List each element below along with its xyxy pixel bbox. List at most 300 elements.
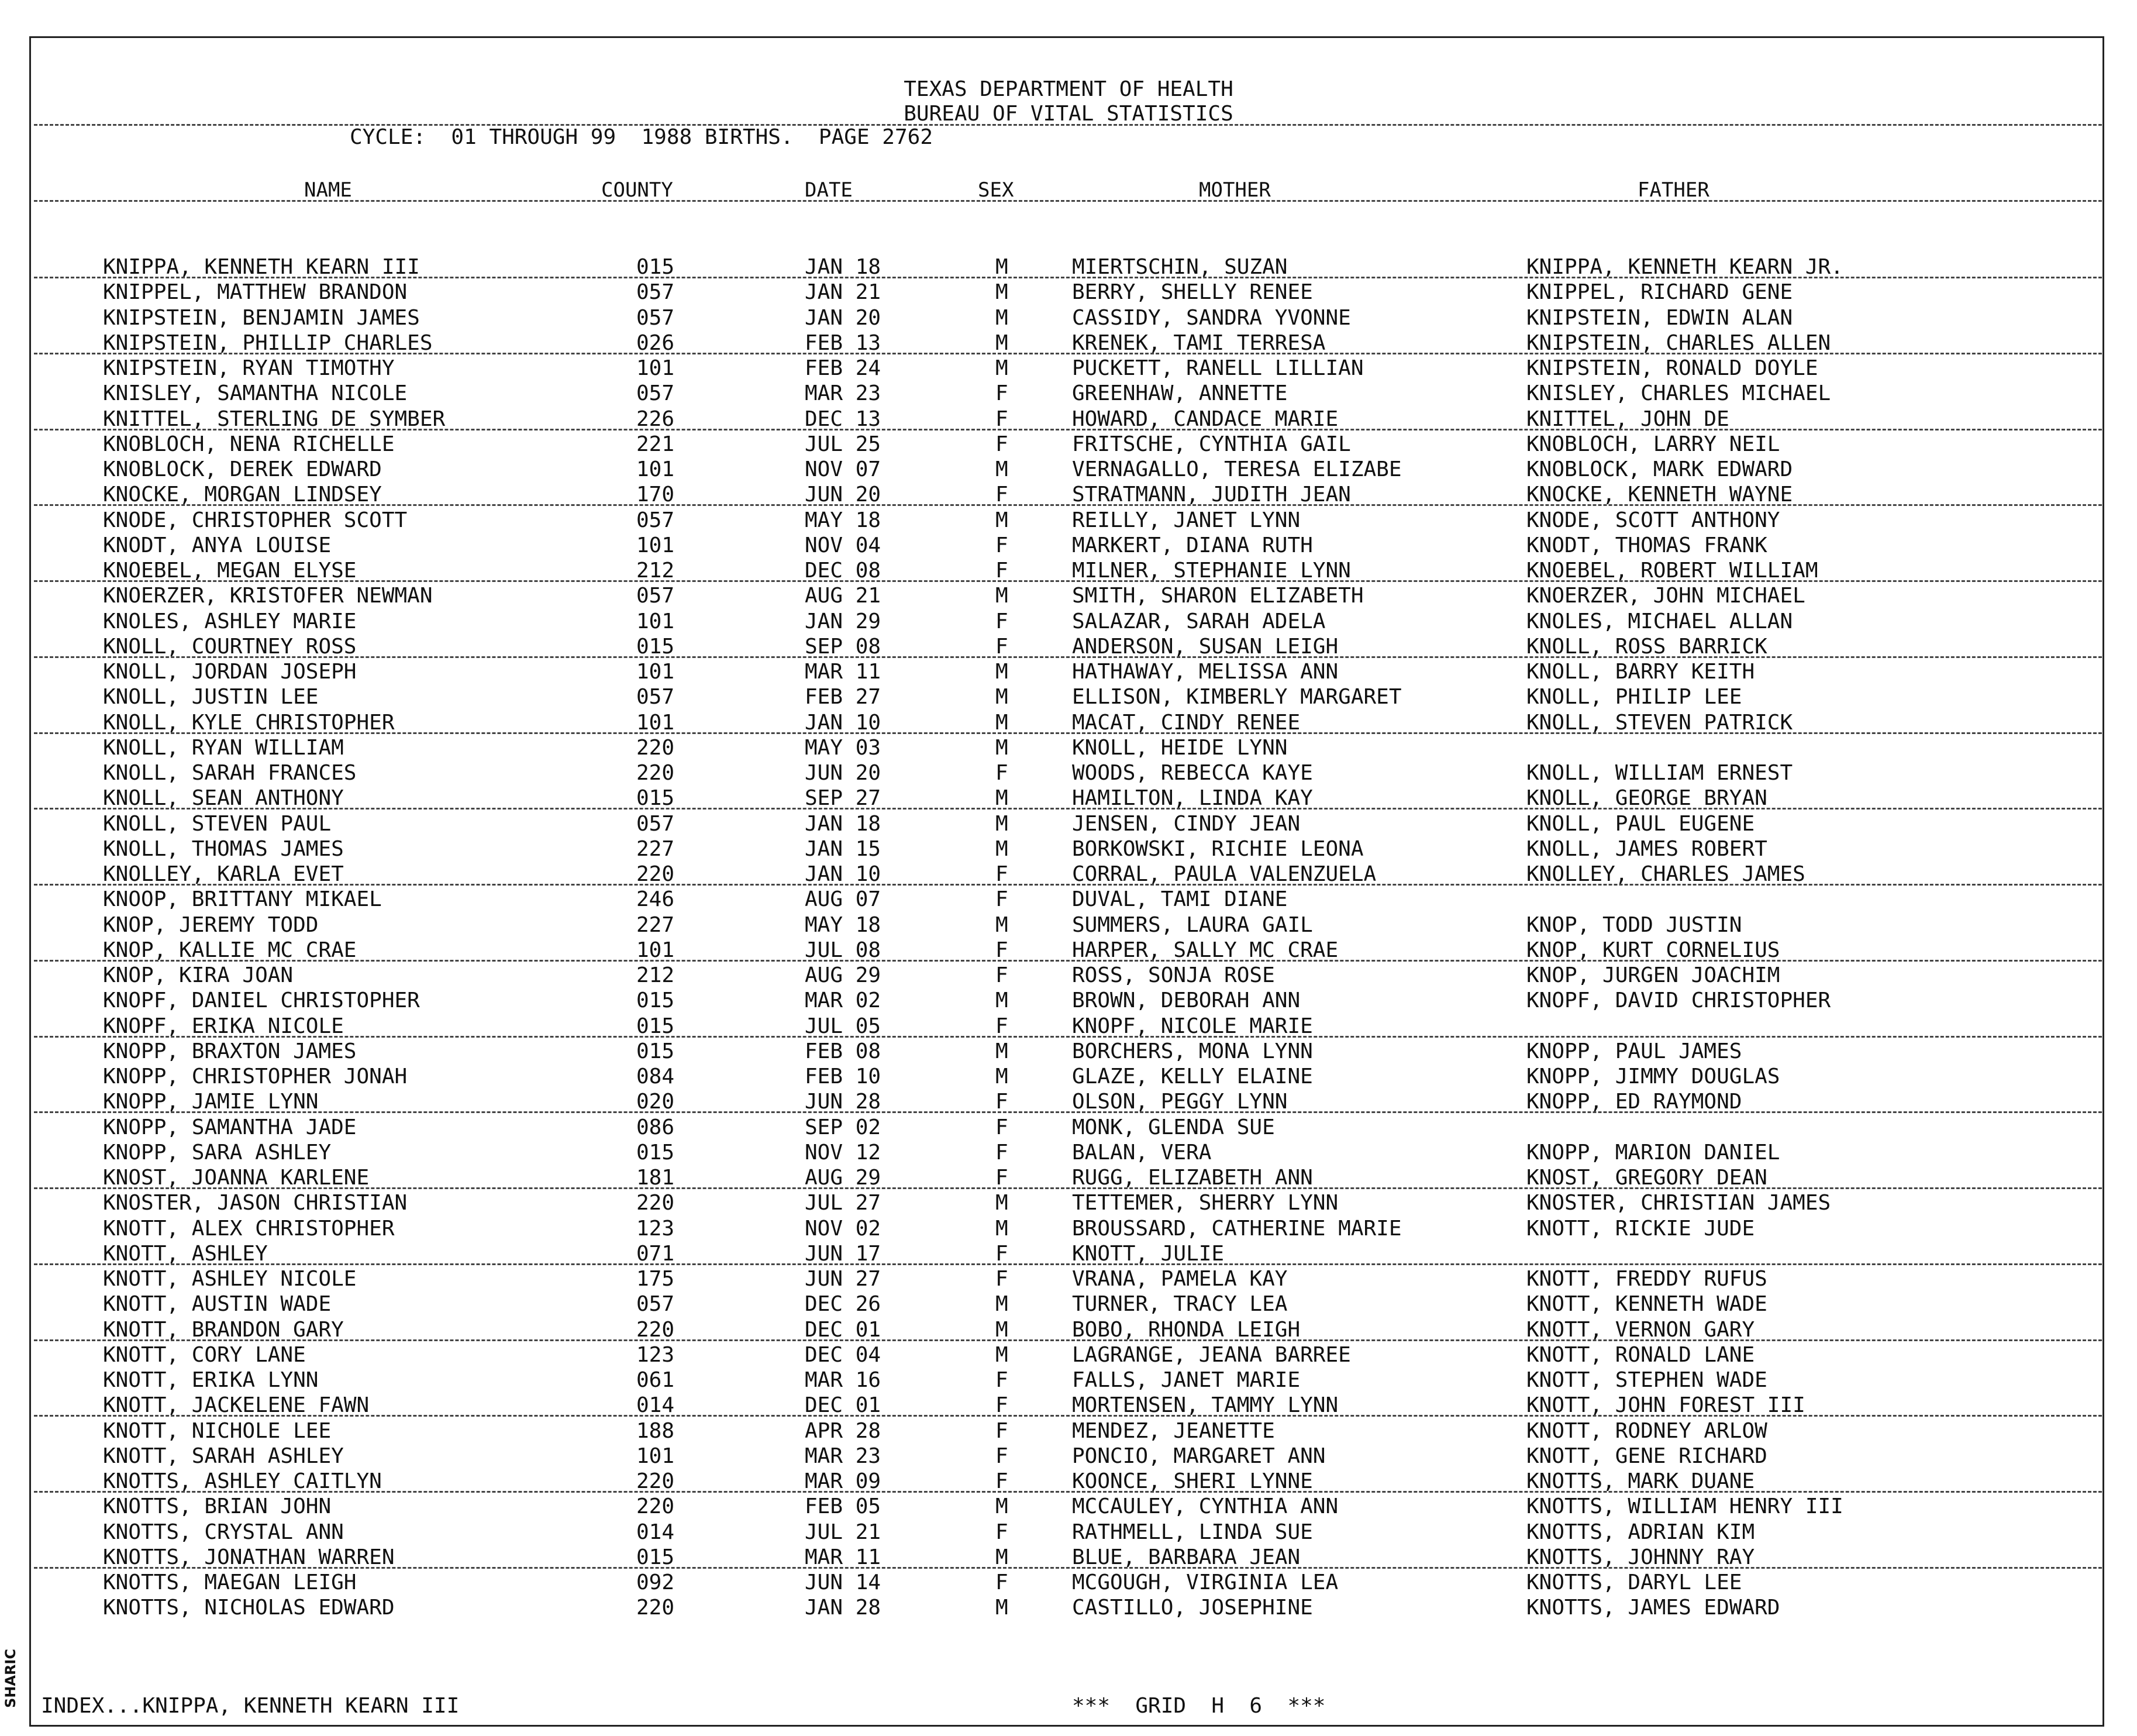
- record-date: AUG 29: [805, 1166, 881, 1190]
- record-sex: M: [995, 1216, 1008, 1241]
- record-sex: F: [995, 483, 1008, 507]
- record-county: 015: [636, 1014, 675, 1038]
- record-name: KNOTT, ALEX CHRISTOPHER: [103, 1216, 395, 1241]
- record-sex: F: [995, 432, 1008, 456]
- record-row: [0, 407, 2137, 432]
- record-mother: FRITSCHE, CYNTHIA GAIL: [1072, 432, 1351, 456]
- record-sex: M: [995, 1292, 1008, 1317]
- record-row: [0, 1393, 2137, 1418]
- record-date: JAN 10: [805, 710, 881, 735]
- record-row: [0, 1520, 2137, 1545]
- record-name: KNOTTS, CRYSTAL ANN: [103, 1520, 344, 1544]
- record-row: [0, 760, 2137, 786]
- record-name: KNOLES, ASHLEY MARIE: [103, 609, 357, 633]
- record-father: KNOPP, PAUL JAMES: [1526, 1039, 1742, 1063]
- record-mother: BROUSSARD, CATHERINE MARIE: [1072, 1216, 1402, 1241]
- record-county: 188: [636, 1418, 675, 1443]
- record-date: MAR 02: [805, 988, 881, 1013]
- record-name: KNOTTS, JONATHAN WARREN: [103, 1545, 395, 1569]
- record-father: KNOTT, VERNON GARY: [1526, 1317, 1755, 1342]
- record-name: KNOTTS, MAEGAN LEIGH: [103, 1570, 357, 1594]
- record-sex: F: [995, 1140, 1008, 1165]
- record-county: 015: [636, 988, 675, 1013]
- record-name: KNOLLEY, KARLA EVET: [103, 862, 344, 886]
- record-father: KNOTTS, MARK DUANE: [1526, 1469, 1755, 1493]
- record-mother: MONK, GLENDA SUE: [1072, 1115, 1275, 1139]
- record-county: 123: [636, 1216, 675, 1241]
- record-county: 057: [636, 280, 675, 305]
- record-sex: F: [995, 407, 1008, 431]
- record-county: 101: [636, 938, 675, 962]
- record-name: KNOSTER, JASON CHRISTIAN: [103, 1191, 408, 1215]
- record-mother: MORTENSEN, TAMMY LYNN: [1072, 1393, 1339, 1418]
- record-name: KNOPP, JAMIE LYNN: [103, 1090, 319, 1114]
- record-mother: TETTEMER, SHERRY LYNN: [1072, 1191, 1339, 1215]
- record-sex: F: [995, 761, 1008, 785]
- record-row: [0, 1570, 2137, 1595]
- record-mother: STRATMANN, JUDITH JEAN: [1072, 483, 1351, 507]
- record-row: [0, 938, 2137, 963]
- record-name: KNISLEY, SAMANTHA NICOLE: [103, 381, 408, 406]
- record-name: KNOLL, JORDAN JOSEPH: [103, 660, 357, 684]
- record-date: JUN 14: [805, 1570, 881, 1594]
- record-sex: M: [995, 457, 1008, 481]
- record-row: [0, 280, 2137, 305]
- record-sex: F: [995, 1166, 1008, 1190]
- record-county: 061: [636, 1368, 675, 1392]
- record-county: 057: [636, 508, 675, 532]
- record-county: 101: [636, 356, 675, 380]
- side-code: SHARIC: [2, 1649, 19, 1708]
- record-name: KNOP, KIRA JOAN: [103, 963, 294, 987]
- record-name: KNOTT, SARAH ASHLEY: [103, 1444, 344, 1468]
- record-sex: M: [995, 685, 1008, 709]
- record-date: JUL 08: [805, 938, 881, 962]
- record-date: MAR 11: [805, 660, 881, 684]
- record-name: KNOP, JEREMY TODD: [103, 912, 319, 937]
- record-row: [0, 1545, 2137, 1570]
- record-sex: F: [995, 1090, 1008, 1114]
- record-sex: M: [995, 988, 1008, 1013]
- record-row: [0, 1266, 2137, 1291]
- record-row: [0, 1216, 2137, 1241]
- agency-title: TEXAS DEPARTMENT OF HEALTH: [904, 77, 1233, 101]
- record-date: AUG 29: [805, 963, 881, 987]
- record-sex: F: [995, 963, 1008, 987]
- record-row: [0, 1342, 2137, 1368]
- record-father: KNOTTS, WILLIAM HENRY III: [1526, 1494, 1843, 1519]
- cycle-line: CYCLE: 01 THROUGH 99 1988 BIRTHS. PAGE 2762: [350, 125, 933, 149]
- record-father: KNOEBEL, ROBERT WILLIAM: [1526, 559, 1818, 583]
- record-mother: ELLISON, KIMBERLY MARGARET: [1072, 685, 1402, 709]
- record-row: [0, 457, 2137, 482]
- record-mother: HAMILTON, LINDA KAY: [1072, 786, 1313, 811]
- record-date: FEB 13: [805, 330, 881, 355]
- record-name: KNOLL, SARAH FRANCES: [103, 761, 357, 785]
- record-name: KNOLL, STEVEN PAUL: [103, 811, 332, 836]
- record-row: [0, 1444, 2137, 1469]
- record-mother: MARKERT, DIANA RUTH: [1072, 533, 1313, 557]
- record-mother: SUMMERS, LAURA GAIL: [1072, 912, 1313, 937]
- record-county: 220: [636, 862, 675, 886]
- record-sex: F: [995, 1115, 1008, 1139]
- record-father: KNODE, SCOTT ANTHONY: [1526, 508, 1780, 532]
- record-sex: F: [995, 1418, 1008, 1443]
- record-county: 175: [636, 1267, 675, 1291]
- record-mother: KNOLL, HEIDE LYNN: [1072, 735, 1288, 760]
- record-date: MAY 18: [805, 508, 881, 532]
- record-father: KNOTTS, JAMES EDWARD: [1526, 1596, 1780, 1620]
- record-row: [0, 735, 2137, 760]
- record-father: KNOLES, MICHAEL ALLAN: [1526, 609, 1793, 633]
- record-row: [0, 1190, 2137, 1215]
- record-county: 057: [636, 584, 675, 608]
- record-sex: F: [995, 1393, 1008, 1418]
- record-name: KNOPP, SAMANTHA JADE: [103, 1115, 357, 1139]
- record-county: 221: [636, 432, 675, 456]
- record-county: 015: [636, 634, 675, 659]
- record-date: MAR 09: [805, 1469, 881, 1493]
- record-row: [0, 659, 2137, 684]
- record-mother: KRENEK, TAMI TERRESA: [1072, 330, 1326, 355]
- record-date: FEB 27: [805, 685, 881, 709]
- record-date: DEC 13: [805, 407, 881, 431]
- record-county: 220: [636, 1494, 675, 1519]
- record-row: [0, 381, 2137, 406]
- record-father: KNOLL, WILLIAM ERNEST: [1526, 761, 1793, 785]
- record-mother: HOWARD, CANDACE MARIE: [1072, 407, 1339, 431]
- record-county: 212: [636, 963, 675, 987]
- record-row: [0, 482, 2137, 507]
- column-header-divider: [34, 200, 2102, 202]
- record-father: KNOTT, RODNEY ARLOW: [1526, 1418, 1767, 1443]
- record-sex: F: [995, 887, 1008, 912]
- record-mother: MCCAULEY, CYNTHIA ANN: [1072, 1494, 1339, 1519]
- record-county: 015: [636, 1140, 675, 1165]
- record-date: JUN 20: [805, 761, 881, 785]
- record-name: KNOTT, NICHOLE LEE: [103, 1418, 332, 1443]
- record-row: [0, 1418, 2137, 1444]
- record-date: SEP 02: [805, 1115, 881, 1139]
- record-date: AUG 07: [805, 887, 881, 912]
- record-mother: CASSIDY, SANDRA YVONNE: [1072, 305, 1351, 330]
- record-date: JUL 27: [805, 1191, 881, 1215]
- record-row: [0, 1089, 2137, 1114]
- record-county: 212: [636, 559, 675, 583]
- record-mother: KNOPF, NICOLE MARIE: [1072, 1014, 1313, 1038]
- record-sex: F: [995, 381, 1008, 406]
- record-county: 015: [636, 1545, 675, 1569]
- record-date: DEC 01: [805, 1317, 881, 1342]
- record-sex: M: [995, 584, 1008, 608]
- record-name: KNITTEL, STERLING DE SYMBER: [103, 407, 446, 431]
- record-father: KNOST, GREGORY DEAN: [1526, 1166, 1767, 1190]
- record-sex: F: [995, 634, 1008, 659]
- record-mother: MENDEZ, JEANETTE: [1072, 1418, 1275, 1443]
- record-sex: M: [995, 735, 1008, 760]
- record-name: KNIPSTEIN, RYAN TIMOTHY: [103, 356, 395, 380]
- record-sex: F: [995, 938, 1008, 962]
- record-row: [0, 862, 2137, 887]
- record-mother: BOBO, RHONDA LEIGH: [1072, 1317, 1301, 1342]
- record-date: JAN 15: [805, 836, 881, 861]
- record-county: 014: [636, 1393, 675, 1418]
- record-county: 057: [636, 811, 675, 836]
- record-sex: M: [995, 1191, 1008, 1215]
- record-row: [0, 609, 2137, 634]
- record-sex: F: [995, 559, 1008, 583]
- record-father: KNIPSTEIN, RONALD DOYLE: [1526, 356, 1818, 380]
- record-mother: BROWN, DEBORAH ANN: [1072, 988, 1301, 1013]
- record-father: KNOPP, JIMMY DOUGLAS: [1526, 1065, 1780, 1089]
- record-father: KNOP, JURGEN JOACHIM: [1526, 963, 1780, 987]
- record-name: KNOLL, JUSTIN LEE: [103, 685, 319, 709]
- record-father: KNOBLOCK, MARK EDWARD: [1526, 457, 1793, 481]
- column-header-county: COUNTY: [601, 178, 673, 202]
- record-father: KNIPPA, KENNETH KEARN JR.: [1526, 255, 1843, 279]
- record-sex: M: [995, 786, 1008, 811]
- record-mother: ANDERSON, SUSAN LEIGH: [1072, 634, 1339, 659]
- record-name: KNOTT, ASHLEY: [103, 1241, 268, 1266]
- record-row: [0, 432, 2137, 457]
- record-name: KNIPSTEIN, BENJAMIN JAMES: [103, 305, 420, 330]
- record-father: KNOTT, RICKIE JUDE: [1526, 1216, 1755, 1241]
- record-date: FEB 10: [805, 1065, 881, 1089]
- record-mother: JENSEN, CINDY JEAN: [1072, 811, 1301, 836]
- record-county: 170: [636, 483, 675, 507]
- record-row: [0, 634, 2137, 659]
- record-date: JAN 18: [805, 811, 881, 836]
- record-date: DEC 01: [805, 1393, 881, 1418]
- record-father: KNOLL, BARRY KEITH: [1526, 660, 1755, 684]
- record-father: KNOBLOCH, LARRY NEIL: [1526, 432, 1780, 456]
- record-sex: M: [995, 660, 1008, 684]
- record-name: KNOLL, THOMAS JAMES: [103, 836, 344, 861]
- record-county: 057: [636, 305, 675, 330]
- record-county: 057: [636, 1292, 675, 1317]
- record-county: 026: [636, 330, 675, 355]
- record-name: KNOPP, BRAXTON JAMES: [103, 1039, 357, 1063]
- record-county: 092: [636, 1570, 675, 1594]
- record-father: KNOPP, MARION DANIEL: [1526, 1140, 1780, 1165]
- record-row: [0, 508, 2137, 533]
- record-date: NOV 04: [805, 533, 881, 557]
- record-father: KNIPPEL, RICHARD GENE: [1526, 280, 1793, 305]
- record-mother: RUGG, ELIZABETH ANN: [1072, 1166, 1313, 1190]
- record-sex: M: [995, 912, 1008, 937]
- record-sex: M: [995, 330, 1008, 355]
- record-mother: MILNER, STEPHANIE LYNN: [1072, 559, 1351, 583]
- record-date: MAY 03: [805, 735, 881, 760]
- record-row: [0, 583, 2137, 608]
- record-name: KNOEBEL, MEGAN ELYSE: [103, 559, 357, 583]
- record-mother: SALAZAR, SARAH ADELA: [1072, 609, 1326, 633]
- record-county: 220: [636, 1317, 675, 1342]
- record-mother: GREENHAW, ANNETTE: [1072, 381, 1288, 406]
- record-father: KNODT, THOMAS FRANK: [1526, 533, 1767, 557]
- record-name: KNOPP, SARA ASHLEY: [103, 1140, 332, 1165]
- record-date: DEC 26: [805, 1292, 881, 1317]
- record-mother: WOODS, REBECCA KAYE: [1072, 761, 1313, 785]
- record-sex: M: [995, 255, 1008, 279]
- record-mother: REILLY, JANET LYNN: [1072, 508, 1301, 532]
- record-row: [0, 1241, 2137, 1266]
- record-father: KNOP, KURT CORNELIUS: [1526, 938, 1780, 962]
- record-date: JUN 20: [805, 483, 881, 507]
- record-mother: GLAZE, KELLY ELAINE: [1072, 1065, 1313, 1089]
- record-row: [0, 1064, 2137, 1089]
- record-county: 101: [636, 660, 675, 684]
- record-name: KNOTT, AUSTIN WADE: [103, 1292, 332, 1317]
- record-father: KNITTEL, JOHN DE: [1526, 407, 1729, 431]
- record-row: [0, 963, 2137, 988]
- record-row: [0, 330, 2137, 356]
- record-father: KNOTT, GENE RICHARD: [1526, 1444, 1767, 1468]
- record-county: 020: [636, 1090, 675, 1114]
- record-name: KNOBLOCH, NENA RICHELLE: [103, 432, 395, 456]
- record-sex: F: [995, 1368, 1008, 1392]
- record-mother: FALLS, JANET MARIE: [1072, 1368, 1301, 1392]
- record-row: [0, 1469, 2137, 1494]
- record-name: KNOLL, RYAN WILLIAM: [103, 735, 344, 760]
- record-row: [0, 356, 2137, 381]
- record-father: KNOLL, ROSS BARRICK: [1526, 634, 1767, 659]
- record-mother: LAGRANGE, JEANA BARREE: [1072, 1342, 1351, 1367]
- record-mother: PONCIO, MARGARET ANN: [1072, 1444, 1326, 1468]
- record-name: KNIPPEL, MATTHEW BRANDON: [103, 280, 408, 305]
- record-county: 220: [636, 761, 675, 785]
- record-row: [0, 1291, 2137, 1317]
- record-mother: VERNAGALLO, TERESA ELIZABE: [1072, 457, 1402, 481]
- record-date: AUG 21: [805, 584, 881, 608]
- record-date: JAN 10: [805, 862, 881, 886]
- record-date: MAR 23: [805, 1444, 881, 1468]
- record-county: 220: [636, 1469, 675, 1493]
- record-date: MAR 16: [805, 1368, 881, 1392]
- record-date: DEC 08: [805, 559, 881, 583]
- record-father: KNOTT, RONALD LANE: [1526, 1342, 1755, 1367]
- column-header-mother: MOTHER: [1199, 178, 1271, 202]
- record-father: KNOSTER, CHRISTIAN JAMES: [1526, 1191, 1831, 1215]
- record-name: KNOCKE, MORGAN LINDSEY: [103, 483, 382, 507]
- record-sex: F: [995, 1241, 1008, 1266]
- record-sex: M: [995, 836, 1008, 861]
- record-date: JUN 27: [805, 1267, 881, 1291]
- bureau-subtitle: BUREAU OF VITAL STATISTICS: [904, 102, 1233, 126]
- record-sex: F: [995, 1267, 1008, 1291]
- record-date: JUN 17: [805, 1241, 881, 1266]
- record-name: KNOTTS, NICHOLAS EDWARD: [103, 1596, 395, 1620]
- record-date: NOV 12: [805, 1140, 881, 1165]
- column-header-father: FATHER: [1638, 178, 1709, 202]
- record-father: KNIPSTEIN, EDWIN ALAN: [1526, 305, 1793, 330]
- record-mother: HATHAWAY, MELISSA ANN: [1072, 660, 1339, 684]
- record-mother: ROSS, SONJA ROSE: [1072, 963, 1275, 987]
- record-county: 071: [636, 1241, 675, 1266]
- record-father: KNOLL, PAUL EUGENE: [1526, 811, 1755, 836]
- column-header-name: NAME: [304, 178, 352, 202]
- record-county: 101: [636, 710, 675, 735]
- record-father: KNOLL, PHILIP LEE: [1526, 685, 1742, 709]
- footer-index: INDEX...KNIPPA, KENNETH KEARN III: [41, 1694, 460, 1718]
- record-father: KNOTT, FREDDY RUFUS: [1526, 1267, 1767, 1291]
- record-county: 057: [636, 381, 675, 406]
- record-date: APR 28: [805, 1418, 881, 1443]
- record-name: KNIPSTEIN, PHILLIP CHARLES: [103, 330, 433, 355]
- record-father: KNOTTS, DARYL LEE: [1526, 1570, 1742, 1594]
- record-mother: BERRY, SHELLY RENEE: [1072, 280, 1313, 305]
- record-mother: HARPER, SALLY MC CRAE: [1072, 938, 1339, 962]
- record-date: FEB 08: [805, 1039, 881, 1063]
- record-county: 084: [636, 1065, 675, 1089]
- record-sex: F: [995, 1570, 1008, 1594]
- record-county: 220: [636, 1596, 675, 1620]
- record-mother: TURNER, TRACY LEA: [1072, 1292, 1288, 1317]
- column-header-sex: SEX: [978, 178, 1014, 202]
- record-mother: VRANA, PAMELA KAY: [1072, 1267, 1288, 1291]
- record-name: KNOTT, JACKELENE FAWN: [103, 1393, 370, 1418]
- record-date: JUL 21: [805, 1520, 881, 1544]
- record-county: 101: [636, 609, 675, 633]
- record-row: [0, 988, 2137, 1013]
- record-father: KNOCKE, KENNETH WAYNE: [1526, 483, 1793, 507]
- record-county: 014: [636, 1520, 675, 1544]
- record-mother: CASTILLO, JOSEPHINE: [1072, 1596, 1313, 1620]
- record-father: KNOPF, DAVID CHRISTOPHER: [1526, 988, 1831, 1013]
- record-mother: DUVAL, TAMI DIANE: [1072, 887, 1288, 912]
- record-sex: F: [995, 1444, 1008, 1468]
- record-date: SEP 27: [805, 786, 881, 811]
- record-county: 227: [636, 836, 675, 861]
- record-county: 101: [636, 533, 675, 557]
- record-row: [0, 710, 2137, 735]
- record-mother: PUCKETT, RANELL LILLIAN: [1072, 356, 1364, 380]
- record-row: [0, 1595, 2137, 1620]
- record-row: [0, 786, 2137, 811]
- record-name: KNODT, ANYA LOUISE: [103, 533, 332, 557]
- record-county: 015: [636, 1039, 675, 1063]
- record-county: 220: [636, 735, 675, 760]
- record-county: 015: [636, 255, 675, 279]
- record-date: JAN 18: [805, 255, 881, 279]
- record-county: 123: [636, 1342, 675, 1367]
- record-date: JUL 25: [805, 432, 881, 456]
- record-row: [0, 558, 2137, 583]
- record-sex: M: [995, 305, 1008, 330]
- record-date: JAN 28: [805, 1596, 881, 1620]
- record-father: KNOLL, GEORGE BRYAN: [1526, 786, 1767, 811]
- record-sex: M: [995, 1596, 1008, 1620]
- record-mother: MCGOUGH, VIRGINIA LEA: [1072, 1570, 1339, 1594]
- record-father: KNOTT, KENNETH WADE: [1526, 1292, 1767, 1317]
- record-name: KNOOP, BRITTANY MIKAEL: [103, 887, 382, 912]
- record-county: 246: [636, 887, 675, 912]
- record-name: KNOPP, CHRISTOPHER JONAH: [103, 1065, 408, 1089]
- record-father: KNOTTS, JOHNNY RAY: [1526, 1545, 1755, 1569]
- record-name: KNOP, KALLIE MC CRAE: [103, 938, 357, 962]
- record-mother: MACAT, CINDY RENEE: [1072, 710, 1301, 735]
- record-father: KNOLL, STEVEN PATRICK: [1526, 710, 1793, 735]
- record-sex: F: [995, 862, 1008, 886]
- record-father: KNIPSTEIN, CHARLES ALLEN: [1526, 330, 1831, 355]
- record-name: KNOST, JOANNA KARLENE: [103, 1166, 370, 1190]
- record-row: [0, 1317, 2137, 1342]
- record-name: KNIPPA, KENNETH KEARN III: [103, 255, 420, 279]
- record-mother: KOONCE, SHERI LYNNE: [1072, 1469, 1313, 1493]
- record-name: KNOLL, KYLE CHRISTOPHER: [103, 710, 395, 735]
- record-father: KNOLL, JAMES ROBERT: [1526, 836, 1767, 861]
- record-name: KNODE, CHRISTOPHER SCOTT: [103, 508, 408, 532]
